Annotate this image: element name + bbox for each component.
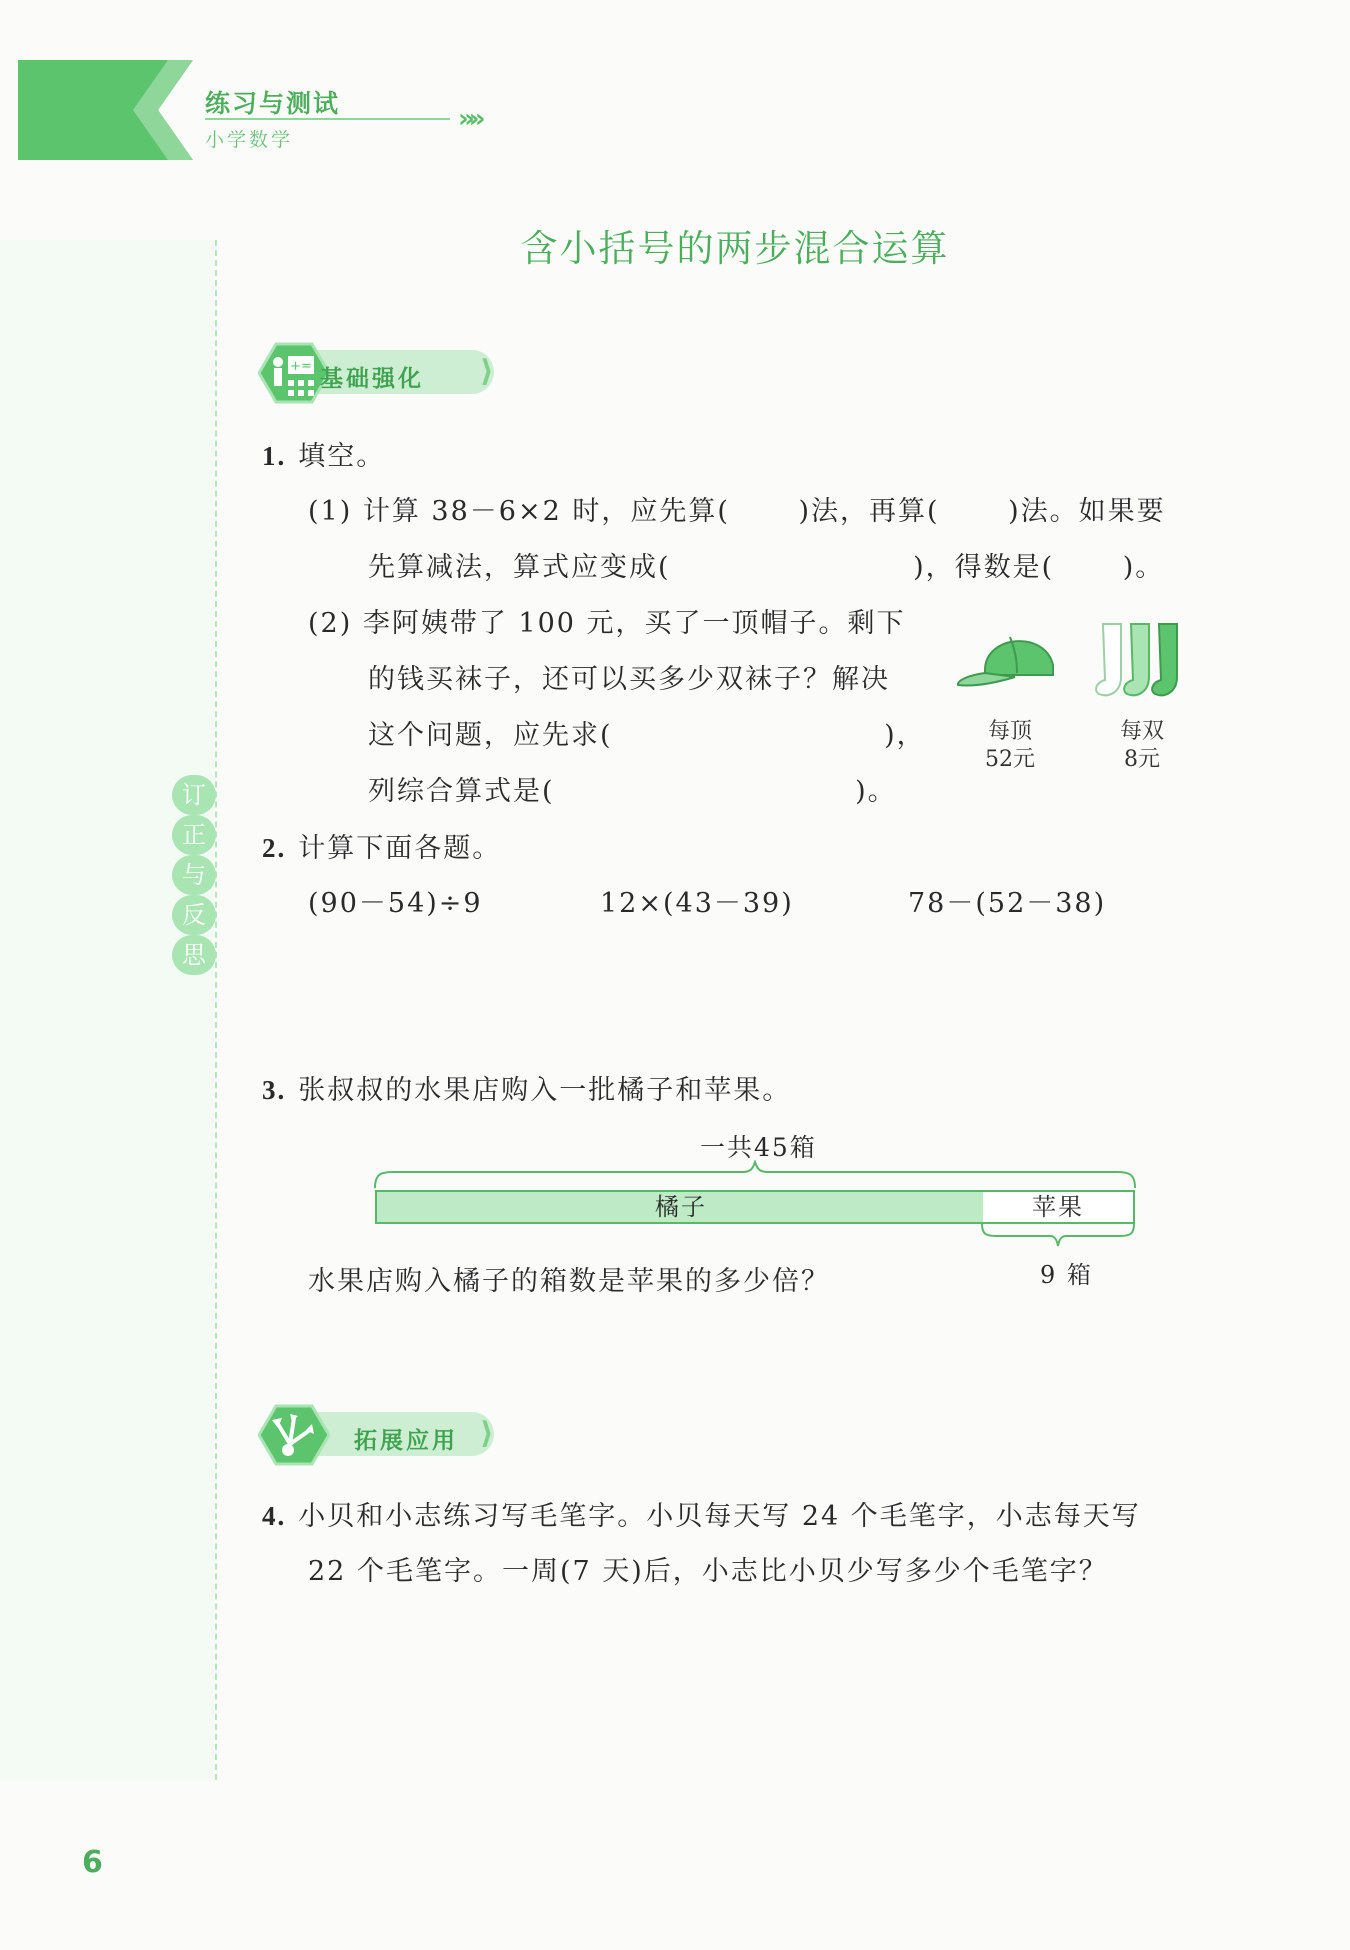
margin-char: 正 — [172, 815, 216, 855]
header-chevron-band — [18, 60, 193, 160]
section-tag-extend — [258, 1404, 498, 1464]
hat-price-caption — [960, 718, 1060, 774]
question-text: 填空。 — [298, 441, 386, 472]
calc-item: (90－54)÷9 — [308, 888, 483, 919]
header-rule — [205, 118, 450, 120]
chevron-right-icon: ⟩ — [480, 1416, 494, 1451]
question-text: 计算下面各题。 — [298, 833, 502, 864]
page-number: 6 — [82, 1845, 103, 1880]
apple-brace — [980, 1222, 1136, 1248]
question-number: 4. — [262, 1501, 287, 1531]
caption-line: 每顶 — [987, 719, 1032, 744]
cap-icon — [955, 625, 1055, 695]
q1-part1-line2: 先算减法，算式应变成( )，得数是( )。 — [368, 552, 1165, 583]
orange-bar: 橘子 — [375, 1190, 987, 1224]
correction-margin — [0, 240, 214, 1780]
caption-line: 8元 — [1124, 747, 1160, 772]
branching-arrows-icon — [258, 1404, 330, 1466]
double-chevron-icon: »» — [458, 104, 480, 134]
question-2-stem — [262, 828, 501, 869]
question-4-line2: 22 个毛笔字。一周(7 天)后，小志比小贝少写多少个毛笔字？ — [308, 1556, 1108, 1587]
q1-part2-line4: 列综合算式是( )。 — [368, 776, 897, 807]
q1-part2-line1: (2) 李阿姨带了 100 元，买了一顶帽子。剩下 — [308, 608, 906, 639]
margin-char: 订 — [172, 775, 216, 815]
caption-line: 52元 — [985, 747, 1035, 772]
question-3-stem — [262, 1070, 791, 1111]
question-3-ask: 水果店购入橘子的箱数是苹果的多少倍？ — [308, 1266, 830, 1297]
margin-char: 思 — [172, 935, 216, 975]
question-number: 1. — [262, 441, 287, 471]
q1-part1-line1: (1) 计算 38－6×2 时，应先算( )法，再算( )法。如果要 — [308, 496, 1166, 527]
total-label: 一共45箱 — [700, 1133, 817, 1162]
svg-text:+=: += — [290, 359, 312, 374]
total-brace — [373, 1160, 1137, 1190]
page-title: 含小括号的两步混合运算 — [520, 227, 950, 270]
book-title: 练习与测试 — [205, 89, 341, 118]
margin-char: 与 — [172, 855, 216, 895]
socks-price-caption — [1092, 718, 1192, 774]
apple-bar: 苹果 — [983, 1190, 1135, 1224]
question-number: 2. — [262, 833, 287, 863]
book-subtitle: 小学数学 — [205, 129, 294, 151]
section-tag-basic — [258, 342, 498, 402]
calc-item: 78－(52－38) — [908, 888, 1107, 919]
question-4-line1 — [262, 1496, 1141, 1537]
calc-item: 12×(43－39) — [600, 888, 794, 919]
question-text: 小贝和小志练习写毛笔字。小贝每天写 24 个毛笔字，小志每天写 — [298, 1501, 1141, 1532]
apple-count-label: 9 箱 — [1040, 1261, 1093, 1289]
q1-part2-line2: 的钱买袜子，还可以买多少双袜子？解决 — [368, 664, 890, 695]
q1-part2-line3: 这个问题，应先求( )， — [368, 720, 926, 751]
question-text: 张叔叔的水果店购入一批橘子和苹果。 — [298, 1075, 792, 1106]
question-1-stem — [262, 436, 385, 477]
section-label: 基础强化 — [320, 366, 424, 392]
chevron-right-icon: ⟩ — [480, 354, 494, 389]
section-label: 拓展应用 — [354, 1428, 458, 1454]
socks-icon — [1095, 622, 1190, 702]
caption-line: 每双 — [1119, 719, 1164, 744]
margin-divider — [215, 240, 217, 1780]
margin-char: 反 — [172, 895, 216, 935]
question-number: 3. — [262, 1075, 287, 1105]
